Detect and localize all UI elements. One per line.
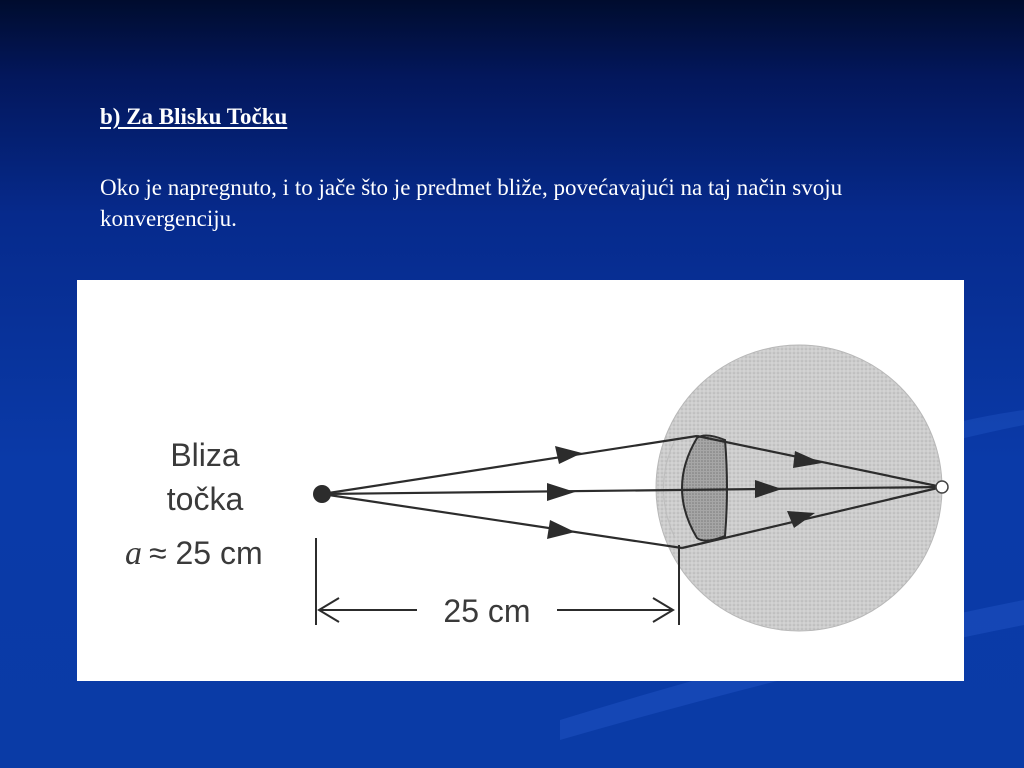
retina-image-point bbox=[936, 481, 948, 493]
slide-heading: b) Za Blisku Točku bbox=[100, 104, 288, 129]
ray-top-outside bbox=[322, 436, 697, 494]
label-tocka: točka bbox=[166, 481, 244, 517]
slide-body-text: Oko je napregnuto, i to jače što je predmet bliže, povećavajući na taj način svoju konvergenciju. bbox=[100, 175, 843, 231]
label-approx-distance: ≈ 25 cm bbox=[149, 535, 263, 571]
label-var-a: a bbox=[125, 535, 142, 572]
diagram-svg bbox=[77, 280, 964, 681]
arrowhead-middle bbox=[547, 483, 575, 501]
ray-bottom-outside bbox=[322, 494, 682, 548]
arrowhead-bottom bbox=[547, 520, 575, 539]
near-point-diagram bbox=[77, 280, 964, 681]
near-point-object bbox=[313, 485, 331, 503]
label-bliza: Bliza bbox=[170, 437, 240, 473]
distance-label: 25 cm bbox=[443, 593, 531, 629]
